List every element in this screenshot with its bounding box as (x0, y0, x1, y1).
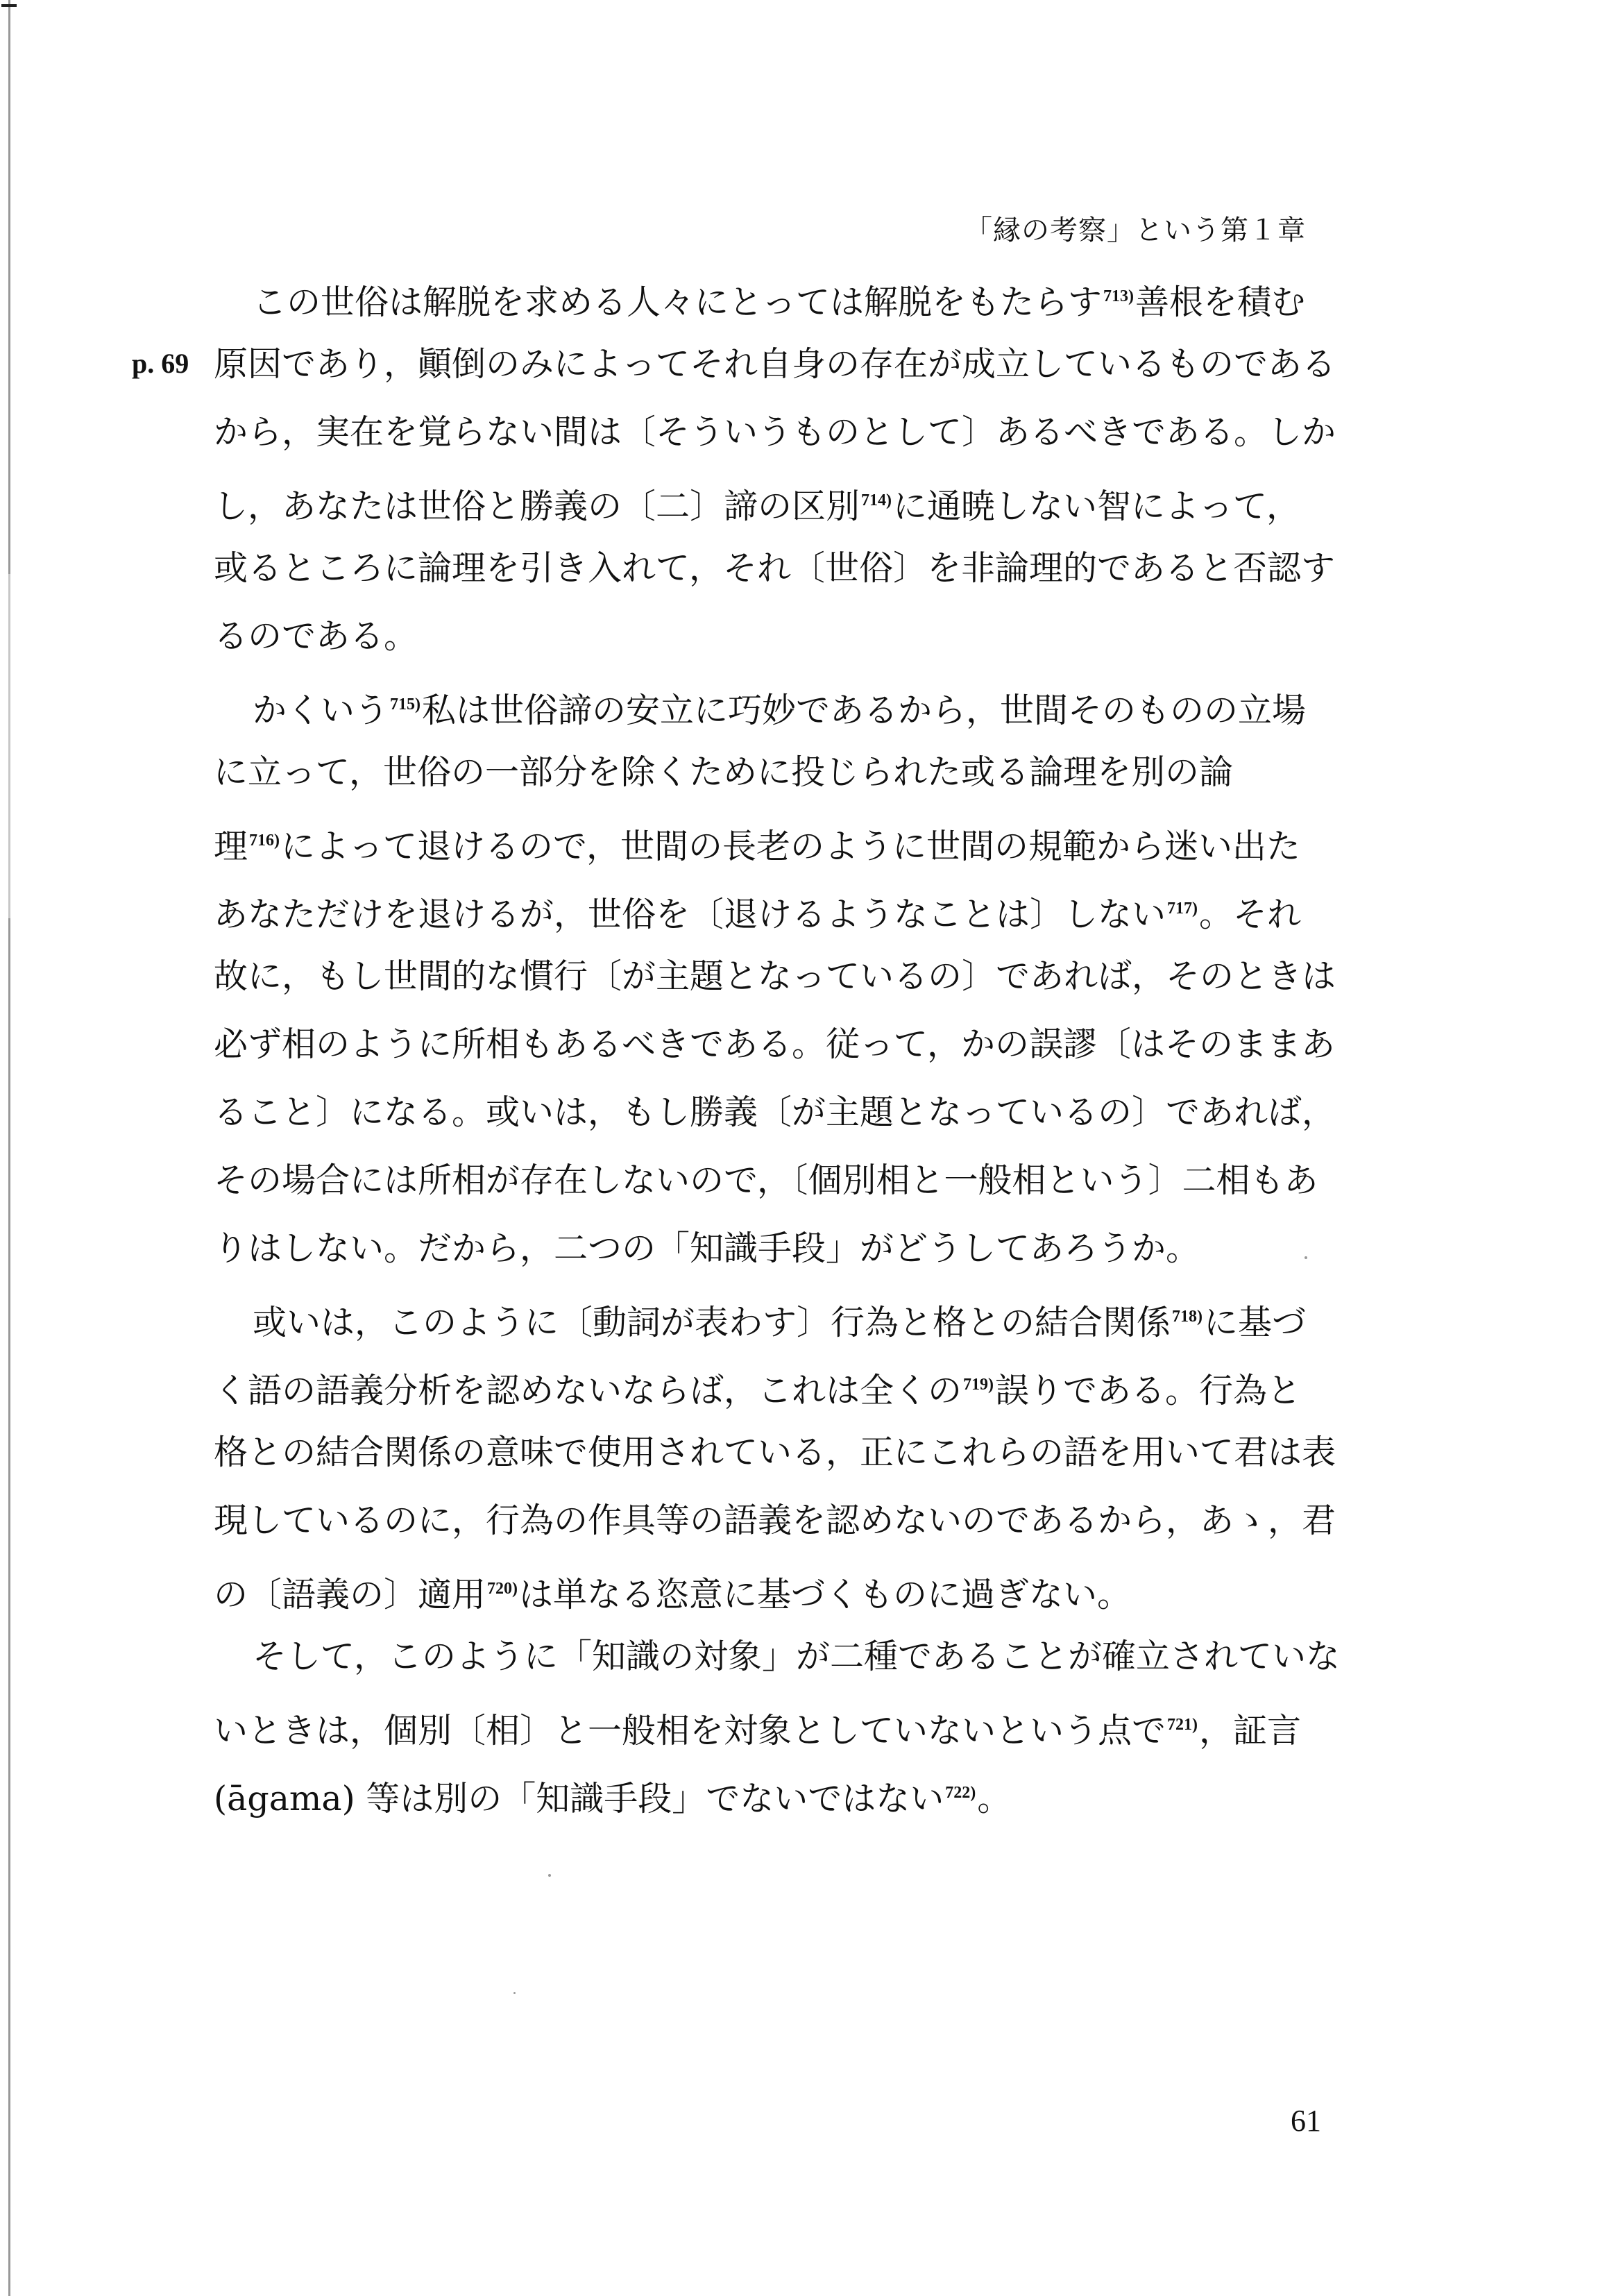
text-line (214, 466, 1366, 534)
text-line (214, 1759, 1366, 1827)
running-head: 「縁の考察」という第１章 (965, 214, 1306, 246)
text-line (214, 1215, 1366, 1283)
text-segment: その場合には所相が存在しないので，〔個別相と一般相という〕二相もあ (214, 1160, 1318, 1200)
text-segment: の〔語義の〕適用 (214, 1575, 486, 1614)
scan-speck (513, 1992, 516, 1994)
text-line (214, 398, 1366, 466)
footnote-ref: 719) (963, 1376, 994, 1394)
margin-page-reference: p. 69 (132, 348, 189, 379)
text-segment: るのである。 (214, 616, 418, 656)
text-segment: (āgama) 等は別の「知識手段」でないではない (214, 1779, 944, 1818)
text-segment: 。 (977, 1779, 1012, 1818)
footnote-ref: 717) (1167, 900, 1198, 918)
text-segment: いときは，個別〔相〕と一般相を対象としていないという点で (214, 1711, 1166, 1750)
text-segment: あなただけを退けるが，世俗を〔退けるようなことは〕しない (214, 895, 1166, 934)
text-segment: によって退けるので，世間の長老のように世間の規範から迷い出た (281, 827, 1301, 866)
text-segment: 理 (214, 827, 248, 866)
text-segment: そして，このように「知識の対象」が二種であることが確立されていな (253, 1637, 1341, 1676)
text-segment: かくいう (253, 691, 389, 730)
text-line (214, 1011, 1366, 1079)
footnote-ref: 716) (249, 832, 280, 850)
scan-edge-mark (1, 4, 17, 7)
text-segment: 。それ (1199, 895, 1302, 934)
text-line (214, 1691, 1366, 1759)
text-line (214, 1555, 1366, 1623)
body-text (214, 262, 1366, 1827)
footnote-ref: 718) (1172, 1308, 1203, 1326)
footnote-ref: 714) (861, 491, 892, 509)
text-segment: 必ず相のように所相もあるべきである。従って，かの誤謬〔はそのままあ (214, 1024, 1336, 1064)
scan-edge-line (8, 0, 10, 2296)
scan-speck (1305, 1256, 1307, 1259)
text-segment: に立って，世俗の一部分を除くために投じられた或る論理を別の論 (214, 752, 1234, 792)
text-segment: 私は世俗諦の安立に巧妙であるから，世間そのものの立場 (422, 691, 1307, 730)
text-segment: し，あなたは世俗と勝義の〔二〕諦の区別 (214, 487, 860, 526)
text-line (214, 1351, 1366, 1419)
footnote-ref: 721) (1167, 1716, 1198, 1734)
page-number: 61 (1291, 2104, 1321, 2138)
text-segment: 現しているのに，行為の作具等の語義を認めないのであるから，あゝ，君 (214, 1501, 1336, 1540)
text-segment: 誤りである。行為と (995, 1371, 1302, 1410)
text-segment: ること〕になる。或いは，もし勝義〔が主題となっているの〕であれば， (214, 1092, 1336, 1132)
text-segment: 故に，もし世間的な慣行〔が主題となっているの〕であれば，そのときは (214, 956, 1336, 996)
text-segment: に通暁しない智によって， (893, 487, 1301, 526)
text-segment: く語の語義分析を認めないならば，これは全くの (214, 1371, 962, 1410)
footnote-ref: 715) (390, 695, 421, 714)
text-segment: に基づ (1204, 1303, 1307, 1342)
text-line (214, 534, 1366, 602)
footnote-ref: 713) (1103, 287, 1135, 305)
text-segment: 原因であり，顚倒のみによってそれ自身の存在が成立しているものである (214, 344, 1336, 384)
text-line (214, 1623, 1366, 1691)
text-segment: から，実在を覚らない間は〔そういうものとして〕あるべきである。しか (214, 412, 1336, 452)
text-line (214, 1283, 1366, 1351)
text-line (214, 807, 1366, 875)
text-segment: この世俗は解脱を求める人々にとっては解脱をもたらす (253, 282, 1103, 322)
text-line (214, 875, 1366, 943)
text-segment: 或いは，このように〔動詞が表わす〕行為と格との結合関係 (253, 1303, 1171, 1342)
text-segment: は単なる恣意に基づくものに過ぎない。 (519, 1575, 1132, 1614)
text-line (214, 1419, 1366, 1487)
text-line (214, 1147, 1366, 1215)
text-line (214, 330, 1366, 398)
footnote-ref: 722) (945, 1784, 976, 1802)
text-segment: 或るところに論理を引き入れて，それ〔世俗〕を非論理的であると否認す (214, 548, 1336, 588)
text-line (214, 943, 1366, 1011)
text-segment: 格との結合関係の意味で使用されている，正にこれらの語を用いて君は表 (214, 1433, 1336, 1472)
text-line (214, 1079, 1366, 1147)
text-line (214, 602, 1366, 670)
text-line (214, 670, 1366, 738)
text-segment: ，証言 (1199, 1711, 1302, 1750)
footnote-ref: 720) (487, 1580, 518, 1598)
text-segment: りはしない。だから，二つの「知識手段」がどうしてあろうか。 (214, 1229, 1200, 1268)
text-segment: 善根を積む (1135, 282, 1306, 322)
scan-speck (548, 1874, 551, 1877)
text-line (214, 262, 1366, 330)
text-line (214, 1487, 1366, 1555)
text-line (214, 738, 1366, 807)
